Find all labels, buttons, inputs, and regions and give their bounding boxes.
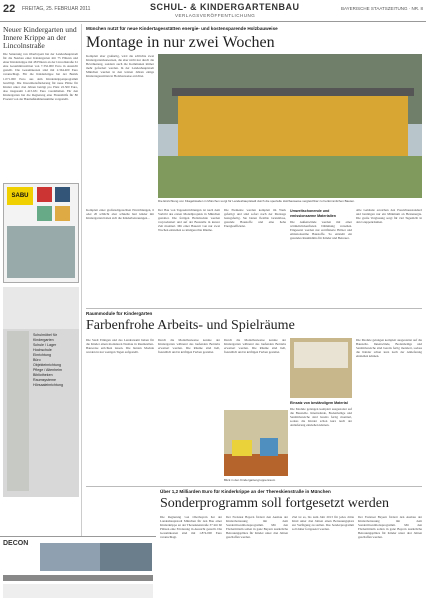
photo-grass (158, 156, 422, 198)
sabu-logo: SABU (7, 187, 33, 205)
article2-column-2: Durch die Modulbauweise konnte der Kindergarten während des laufenden Betriebs erweitert werden. Die Räume sind hell, freundlich und in kräftigen Farben gestaltet. (158, 338, 220, 355)
article3-column-4: Der Freistaat Bayern fördert den Ausbau der Kinderbetreuung mit dem Sonderinvestitionsprogramm. Mit den Fördermitteln sollen in ganz Bayern zusätzliche Betreuungsplätze für Kinder unter drei Jahren geschaffen werden. (358, 515, 422, 540)
ad-item: Hochschule (33, 348, 52, 352)
photo-furniture (260, 438, 278, 456)
ad-image-3 (37, 206, 52, 221)
article2-kicker: Raummodule für Kindergärten (86, 311, 153, 316)
page-header (0, 0, 426, 22)
sabu-advertisement[interactable] (3, 183, 79, 283)
section-title: SCHUL- & KINDERGARTENBAU (150, 2, 300, 12)
article3-kicker: Über 1,2 Milliarden Euro für Kinderkrippe an der Thereskienstraße in München (160, 489, 331, 494)
ad-item: Bibliotheken (33, 373, 53, 377)
divider (86, 486, 422, 487)
article1-column-4-text: Die Außenwände werden mit einer wärmebrückenfreien Dämmung versehen. Eingesetzt werden nur zertifizierte Hölzer und emissionsarme Baustoffe. So entsteht ein gesundes Raumklima für Kinder und Betreuer. (290, 220, 352, 241)
article2-column-4 (290, 400, 352, 484)
article1-lead-column: Komplett aber großartig, wird die schlichte zwei Kindergartenbauweisen, die aber nicht nur durch die Bevölkerung, sondern auch die Kommunen immer mehr gefordert werden. In der Landeshauptstadt München wurden in den letzten Jahren einige Kindertagesstätten in Holzbauweise errichtet. (86, 54, 154, 79)
photo-roof (172, 88, 414, 96)
photo-furniture (232, 440, 252, 456)
article1-column-2: Der Bau von Tageseinrichtungen ist nach dem Vorbild des ersten Modellprojekts in München gestaltet. Die fertigen Holzmodule werden vorproduziert und auf der Baustelle in kurzer Zeit montiert. Mit einer Bauzeit von nur zwei Wochen entstehen so kindgerechte Räume. (158, 208, 220, 233)
photo-building (178, 94, 408, 156)
article1-column-1b: Komplett einer großstadtgerechten Einrichtungen, 6 oder 20 schlicht aber schnelle hart kinder mit Kindergarten haben sich die Kinderbetreuungen... (86, 208, 154, 221)
issue-date: FREITAG, 25. FEBRUAR 2011 (22, 6, 91, 12)
article1-kicker: München nutzt für neue Kindertagesstätten energie- und kostensparende Holzbauweise (86, 26, 278, 31)
photo-window (294, 342, 348, 368)
left-sidebar (0, 24, 82, 600)
sidebar-headline: Neuer Kindergarten und Innere Krippe an der Lincolnstraße (3, 25, 77, 50)
article3-column-2: Der Freistaat Bayern fördert den Ausbau der Kinderbetreuung mit dem Sonderinvestitionsprogramm. Mit den Fördermitteln sollen in ganz Bayern zusätzliche Betreuungsplätze für Kinder unter drei Jahren geschaffen werden. (226, 515, 288, 540)
ad-photo (7, 226, 75, 278)
ad-tagline-bar (3, 575, 153, 581)
ad-item-list (33, 333, 77, 388)
article2-column-1: Die Stadt Ettingen und das Landratsamt haben für die Kinder einen modularen Neubau in Raumzellen-Bauweise errichten lassen. Die bunten Module wurden in nur wenigen Tagen aufgestellt. (86, 338, 154, 355)
ad-building-image (40, 543, 100, 571)
ad-footer (3, 584, 153, 598)
divider (86, 308, 422, 309)
article2-photo-right (290, 338, 352, 398)
photo-floor (224, 454, 288, 476)
ad-image-4 (55, 206, 70, 221)
ad-photo-strip (7, 331, 29, 491)
article3-column-3: Ziel ist es, bis zum Jahr 2013 für jedes dritte Kind unter drei Jahren einen Betreuungsplatz zur Verfügung zu stellen. Das Sonderprogramm soll daher fortgesetzt werden. (292, 515, 354, 532)
article2-subhead: Einsatz von beständigem Material (290, 401, 348, 405)
ad-item: Raumsysteme (33, 378, 56, 382)
ad-image-2 (55, 187, 70, 202)
ad-item: Einrichtung (33, 353, 51, 357)
article2-column-4-text: Die Module gelangen komplett ausgestattet auf die Baustelle. Innenwände, Bodenbeläge und Sanitärbereiche sind bereits fertig montiert, sodass die Kinder schon kurz nach der Anlieferung einziehen können. (290, 407, 352, 428)
article1-headline: Montage in nur zwei Wochen (86, 34, 275, 51)
article2-photo-caption: Blick in den Kindergartengruppenraum (224, 478, 276, 482)
page-number: 22 (3, 3, 16, 15)
ad-item: Schule / Lager (33, 343, 57, 347)
ad-item: Schulmöbel für (33, 333, 57, 337)
newspaper-name: BAYERISCHE STAATSZEITUNG · NR. 8 (340, 6, 423, 11)
ad-item: Kindergarten (33, 338, 54, 342)
ad-item: Objekteinrichtung (33, 363, 61, 367)
article1-column-4 (290, 208, 352, 306)
sidebar-body: Die Sanierung von Oberbayern hat der Landeshauptstadt für die Neubau einer Kindergarten mit 75 Plätzen und einer Kinderkrippe mit 48 Plätzen an der Lincolnstraße 61 eine Gesamtinvestition von 7.332.000 Euro in Aussicht gestellt. Die Gesamtkosten sind mit 2.364.400 Euro veranschlagt. Für die Kinderkrippe hat der Bezirk 1.071.000 Euro aus dem Kinderkrippenprogramm bewilligt. Die Investitionsförderung für neue Plätze für Kinder unter drei Jahren beträgt pro Platz 22.500 Euro, also insgesamt 1.415.631 Euro vorenthalten. Für den Kindergarten hat die Regierung eine Finanzhilfe für 80 Prozent von der Baumaßnahmensumme vorgestellt. (3, 52, 78, 102)
article2-column-5: Die Module gelangen komplett ausgestattet auf die Baustelle. Innenwände, Bodenbeläge und Sanitärbereiche sind bereits fertig montiert, sodass die Kinder schon kurz nach der Anlieferung einziehen können. (356, 338, 422, 359)
article2-headline: Farbenfrohe Arbeits- und Spielräume (86, 318, 295, 333)
article1-subhead: Umweltschonende und emissionsarme Materialien (290, 209, 336, 218)
kindergarten-room-photo (224, 410, 288, 476)
article1-column-5: Alle Gebäude erreichen den Passivhausstandard und benötigen nur ein Minimum an Heizenergie. Die große Verglasung sorgt für viel Tageslicht in den Gruppenräumen. (356, 208, 422, 225)
section-subtitle: VERLAGSVERÖFFENTLICHUNG (175, 13, 256, 18)
article1-photo-caption: Die Einrichtung von Kitagebäuden in München sorgt für Landeshauptstadt durch die spezielle Holzbauweise vergleichbar zu herkömmlichen Bauten. (158, 199, 355, 203)
ad-header (3, 287, 79, 329)
article1-column-3: Die Elemente werden komplett im Werk gefertigt und sind sofort nach der Montage bezugsfertig. Sie bieten flexible Grundrisse, gesunde Baustoffe und eine hohe Energieeffizienz. (224, 208, 286, 229)
furniture-advertisement[interactable] (3, 287, 79, 497)
article2-column-3: Durch die Modulbauweise konnte der Kindergarten während des laufenden Betriebs erweitert werden. Die Räume sind hell, freundlich und in kräftigen Farben gestaltet. (224, 338, 286, 355)
article3-column-1: Die Regierung von Oberbayern hat der Landeshauptstadt München für den Bau einer Kinderkrippe an der Thereskienstraße 37 mit 60 Plätzen eine Förderung in Aussicht gestellt. Die Gesamtkosten sind mit 1.874.000 Euro veranschlagt. (160, 515, 222, 540)
ad-item: Hörsaaleinrichtung (33, 383, 63, 387)
ad-image-1 (37, 187, 52, 202)
article3-headline: Sonderprogramm soll fortgesetzt werden (160, 496, 389, 511)
decon-logo: DECON (3, 540, 29, 547)
ad-building-image-2 (100, 543, 152, 571)
kindergarten-building-photo (158, 54, 422, 198)
decon-advertisement[interactable] (0, 536, 156, 600)
ad-item: Büro (33, 358, 41, 362)
ad-item: Pflege / Altenheim (33, 368, 62, 372)
